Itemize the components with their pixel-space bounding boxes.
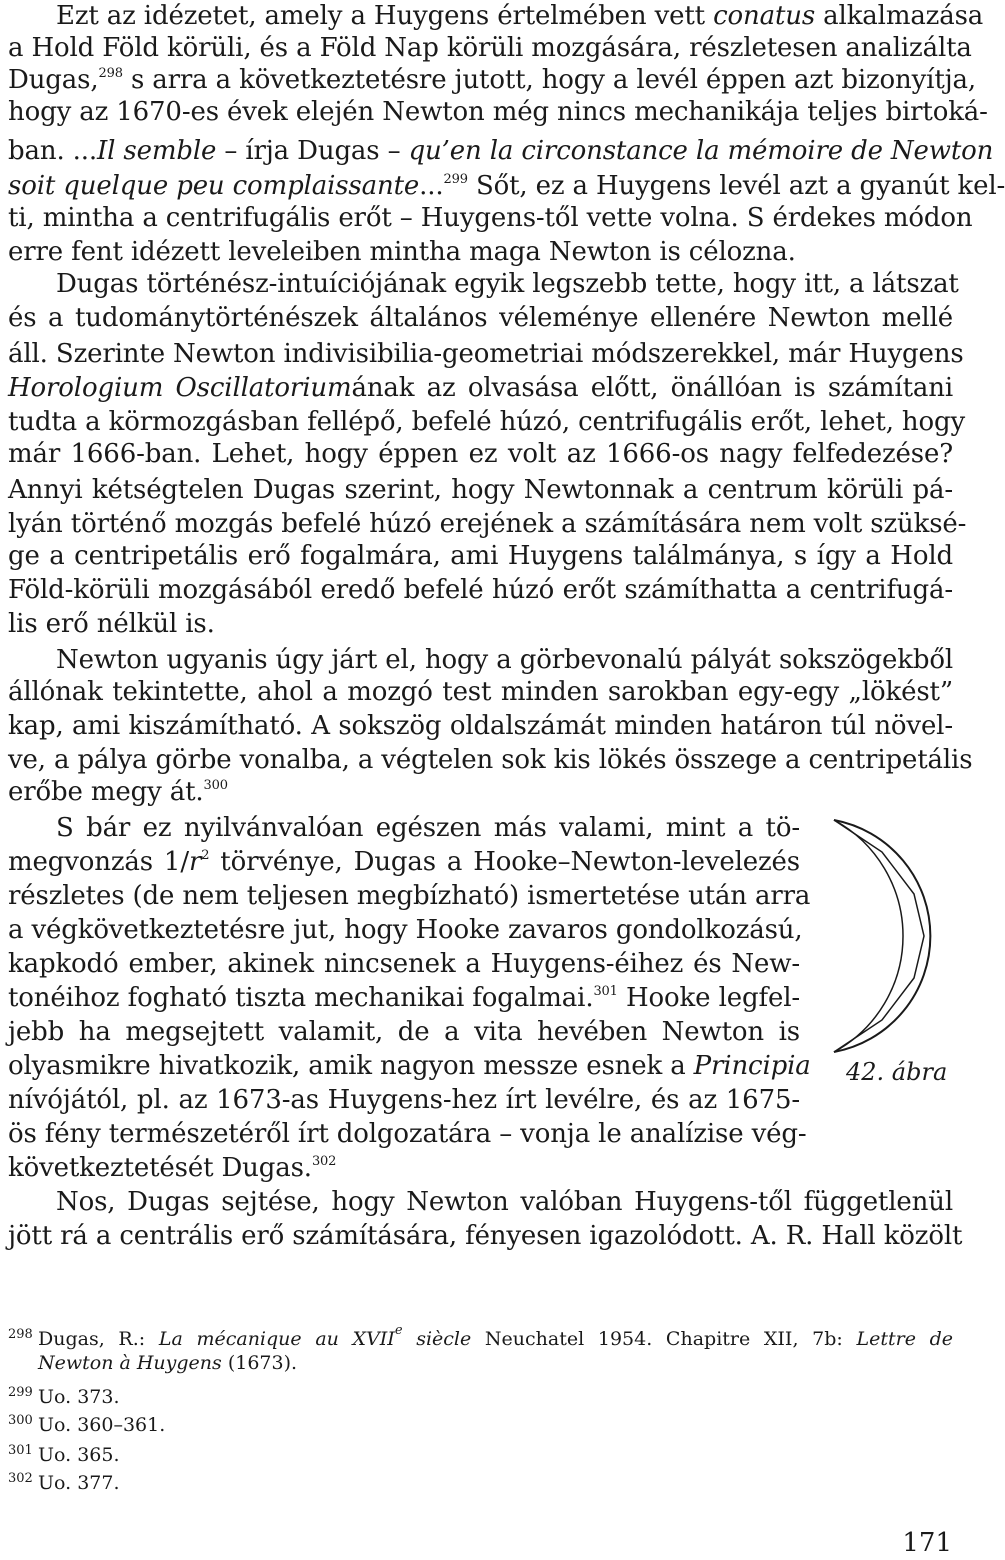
text-run: Dugas, R.: xyxy=(38,1328,159,1350)
body-text-line xyxy=(8,135,994,167)
crescent-polygon-diagram xyxy=(826,810,948,1060)
text-run: Sőt, ez a Huygens levél azt a gyanút kel- xyxy=(467,171,1005,201)
italic-quote: qu’en la circonstance la mémoire de Newton xyxy=(408,136,994,166)
body-text-line: ti, mintha a centrifugális erőt – Huygens-től vette volna. S érdekes módon xyxy=(8,203,973,233)
footnote-298 xyxy=(8,1322,953,1348)
superscript: e xyxy=(394,1323,403,1338)
body-text-line: erre fent idézett leveleiben mintha maga Newton is célozna. xyxy=(8,237,796,267)
text-run: Hooke legfel- xyxy=(617,983,800,1013)
body-text-line: a Hold Föld körüli, és a Föld Nap körüli mozgására, részletesen analizálta xyxy=(8,33,972,63)
body-text-line: Annyi kétségtelen Dugas szerint, hogy Newtonnak a centrum körüli pá- xyxy=(8,475,953,505)
footnote-text: Uo. 360–361. xyxy=(38,1414,166,1436)
body-text-line: és a tudománytörténészek általános véleménye ellenére Newton mellé xyxy=(8,303,953,333)
italic-title: Newton à Huygens xyxy=(38,1352,222,1374)
body-text-line xyxy=(8,1050,811,1082)
body-text-line: ös fény természetéről írt dolgozatára – vonja le analízise vég- xyxy=(8,1119,807,1149)
italic-title: La mécanique au XVII xyxy=(158,1328,395,1350)
italic-title: Horologium Oscillatorium xyxy=(8,373,352,403)
text-run: alkalmazása xyxy=(815,1,984,31)
italic-quote: soit quelque peu complaissante xyxy=(8,171,420,201)
exponent: 2 xyxy=(201,848,210,863)
footnote-298-continuation xyxy=(8,1350,953,1376)
body-text-line: Dugas történész-intuíciójának egyik legszebb tette, hogy itt, a látszat xyxy=(56,269,959,299)
text-run: tonéihoz fogható tiszta mechanikai fogalmai. xyxy=(8,983,594,1013)
body-text-line: Föld-körüli mozgásából eredő befelé húzó erőt számíthatta a centrifugá- xyxy=(8,575,953,605)
body-text-line: ve, a pálya görbe vonalba, a végtelen sok kis lökés összege a centripetális xyxy=(8,745,973,775)
body-text-line: lis erő nélkül is. xyxy=(8,609,215,639)
text-run: Dugas, xyxy=(8,65,99,95)
figure-42 xyxy=(826,810,948,1086)
text-run: erőbe megy át. xyxy=(8,777,204,807)
text-run: (1673). xyxy=(221,1352,298,1374)
text-run: olyasmikre hivatkozik, amik nagyon messze esnek a xyxy=(8,1051,694,1081)
text-run: ban. ... xyxy=(8,136,98,166)
text-run: ... xyxy=(419,171,444,201)
footnote-number: 301 xyxy=(8,1443,33,1458)
body-text-line: kap, ami kiszámítható. A sokszög oldalszámát minden határon túl növel- xyxy=(8,711,953,741)
body-text-line xyxy=(8,372,953,404)
body-text-line: hogy az 1670-es évek elején Newton még nincs mechanikája teljes birtoká- xyxy=(8,97,988,127)
italic-title: Lettre de xyxy=(856,1328,954,1350)
footnote-number: 302 xyxy=(8,1471,33,1486)
inscribed-polygon xyxy=(834,820,924,1052)
body-text-line: S bár ez nyilvánvalóan egészen más valami, mint a tö- xyxy=(56,813,800,843)
text-run: következtetését Dugas. xyxy=(8,1153,312,1183)
page-number: 171 xyxy=(902,1528,952,1558)
body-text-line: ge a centripetális erő fogalmára, ami Huygens találmánya, s így a Hold xyxy=(8,541,953,571)
text-run: ának az olvasása előtt, önállóan is számítani xyxy=(351,373,953,403)
footnote-text: Uo. 373. xyxy=(38,1386,120,1408)
text-run: Ezt az idézetet, amely a Huygens értelmében vett xyxy=(56,1,714,31)
body-text-line xyxy=(8,0,984,32)
body-text-line: részletes (de nem teljesen megbízható) ismertetése után arra xyxy=(8,881,811,911)
orbit-arc-inner xyxy=(834,820,903,1052)
footnote-300 xyxy=(8,1408,953,1434)
text-run: megvonzás 1/ xyxy=(8,847,189,877)
body-text-line xyxy=(8,170,1005,202)
body-text-line: tudta a körmozgásban fellépő, befelé húzó, centrifugális erőt, lehet, hogy xyxy=(8,407,966,437)
body-text-line xyxy=(8,776,953,808)
body-text-line: lyán történő mozgás befelé húzó erejének a számítására nem volt szüksé- xyxy=(8,509,967,539)
text-run: – írja Dugas – xyxy=(216,136,409,166)
footnote-302 xyxy=(8,1466,953,1492)
body-text-line: a végkövetkeztetésre jut, hogy Hooke zavaros gondolkozású, xyxy=(8,915,803,945)
body-text-line: jött rá a centrális erő számítására, fényesen igazolódott. A. R. Hall közölt xyxy=(8,1221,963,1251)
italic-title: siècle xyxy=(402,1328,472,1350)
body-text-line: jebb ha megsejtett valamit, de a vita hevében Newton is xyxy=(8,1017,800,1047)
italic-title: Principia xyxy=(693,1051,811,1081)
body-text-line: Newton ugyanis úgy járt el, hogy a görbevonalú pályát sokszögekből xyxy=(56,645,953,675)
footnote-ref[interactable]: 299 xyxy=(443,172,468,187)
footnote-ref[interactable]: 300 xyxy=(203,778,228,793)
figure-caption: 42. ábra xyxy=(846,1058,948,1086)
body-text-line: áll. Szerinte Newton indivisibilia-geometriai módszerekkel, már Huygens xyxy=(8,339,964,369)
footnote-299 xyxy=(8,1380,953,1406)
body-text-line: már 1666-ban. Lehet, hogy éppen ez volt az 1666-os nagy felfedezése? xyxy=(8,439,953,469)
text-run: s arra a következtetésre jutott, hogy a levél éppen azt bizonyítja, xyxy=(122,65,977,95)
body-text-line xyxy=(8,846,800,878)
footnote-number: 298 xyxy=(8,1327,33,1342)
body-text-line xyxy=(8,1152,800,1184)
footnote-ref[interactable]: 298 xyxy=(98,66,123,81)
italic-quote: Il semble xyxy=(97,136,217,166)
body-text-line: állónak tekintette, ahol a mozgó test minden sarokban egy-egy „lökést” xyxy=(8,677,953,707)
italic-var: r xyxy=(188,847,202,877)
italic-term: conatus xyxy=(713,1,816,31)
footnote-301 xyxy=(8,1438,953,1464)
text-run: törvénye, Dugas a Hooke–Newton-levelezés xyxy=(209,847,800,877)
body-text-line: Nos, Dugas sejtése, hogy Newton valóban Huygens-től függetlenül xyxy=(56,1187,953,1217)
orbit-arc-outer xyxy=(834,820,930,1052)
body-text-line xyxy=(8,64,977,96)
footnote-text: Uo. 377. xyxy=(38,1472,120,1494)
text-run: Neuchatel 1954. Chapitre XII, 7b: xyxy=(471,1328,857,1350)
body-text-line: kapkodó ember, akinek nincsenek a Huygens-éihez és New- xyxy=(8,949,800,979)
footnote-number: 300 xyxy=(8,1413,33,1428)
footnote-text: Uo. 365. xyxy=(38,1444,120,1466)
body-text-line xyxy=(8,982,800,1014)
footnote-ref[interactable]: 302 xyxy=(311,1154,337,1169)
footnote-ref[interactable]: 301 xyxy=(593,984,618,999)
footnote-number: 299 xyxy=(8,1385,33,1400)
body-text-line: nívójától, pl. az 1673-as Huygens-hez írt levélre, és az 1675- xyxy=(8,1085,800,1115)
